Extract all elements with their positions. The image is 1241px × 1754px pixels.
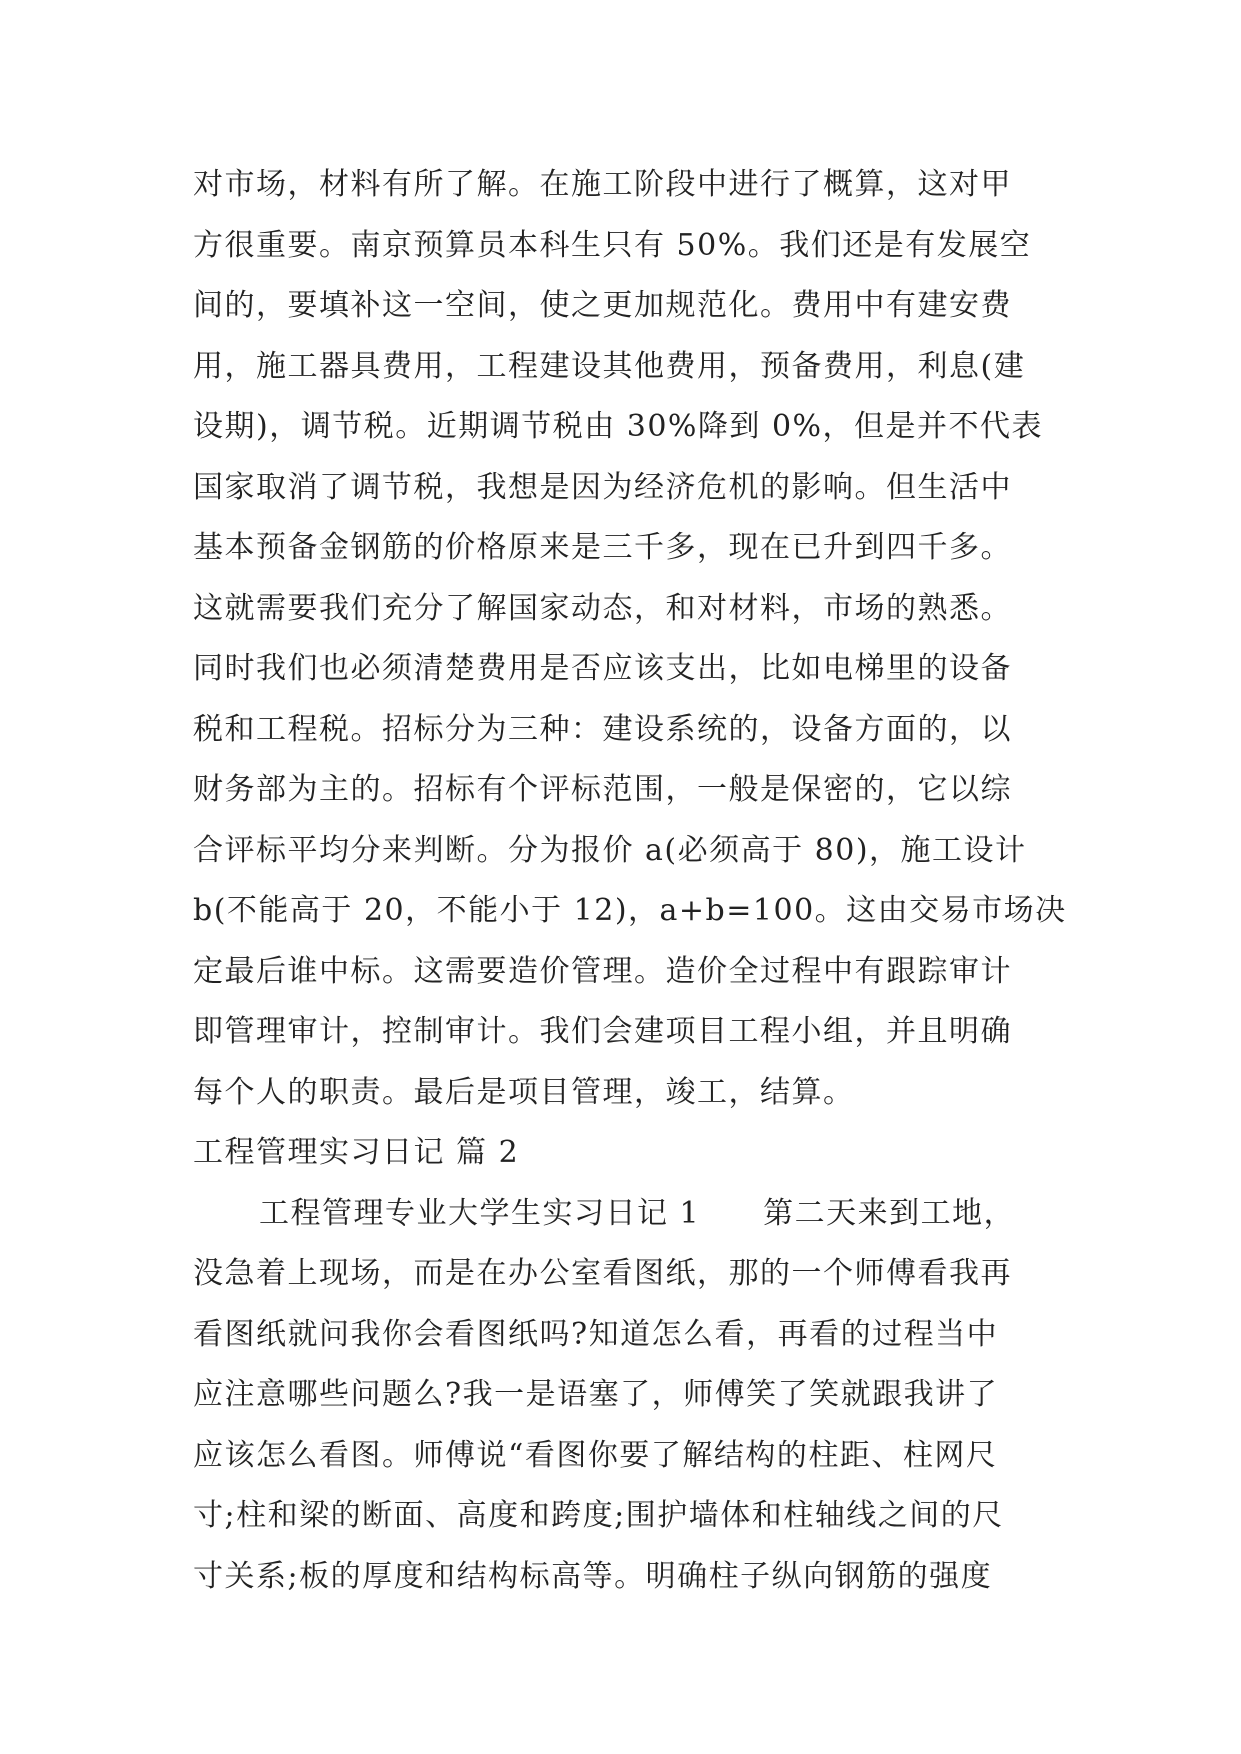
text-line: 应注意哪些问题么?我一是语塞了，师傅笑了笑就跟我讲了 — [193, 1377, 999, 1412]
text-line: 寸;柱和梁的断面、高度和跨度;围护墙体和柱轴线之间的尺 — [193, 1498, 1004, 1533]
text-line: 对市场，材料有所了解。在施工阶段中进行了概算，这对甲 — [193, 167, 1012, 202]
text-line: 同时我们也必须清楚费用是否应该支出，比如电梯里的设备 — [193, 651, 1012, 686]
text-line: 寸关系;板的厚度和结构标高等。明确柱子纵向钢筋的强度 — [193, 1558, 993, 1594]
text-line: 工程管理专业大学生实习日记 1 第二天来到工地， — [259, 1195, 1016, 1231]
text-line: 没急着上现场，而是在办公室看图纸，那的一个师傅看我再 — [193, 1256, 1012, 1291]
text-line: 税和工程税。招标分为三种：建设系统的，设备方面的，以 — [193, 711, 1012, 747]
body-text — [193, 155, 1073, 1607]
text-line: 定最后谁中标。这需要造价管理。造价全过程中有跟踪审计 — [193, 953, 1012, 989]
text-line: 用，施工器具费用，工程建设其他费用，预备费用，利息(建 — [193, 348, 1026, 384]
text-line: 合评标平均分来判断。分为报价 a(必须高于 80)，施工设计 — [193, 832, 1027, 868]
text-line: b(不能高于 20，不能小于 12)，a+b=100。这由交易市场决 — [193, 893, 1067, 928]
text-line: 设期)，调节税。近期调节税由 30%降到 0%，但是并不代表 — [193, 409, 1044, 444]
text-line: 每个人的职责。最后是项目管理，竣工，结算。 — [193, 1074, 855, 1110]
text-line: 间的，要填补这一空间，使之更加规范化。费用中有建安费 — [193, 288, 1012, 323]
text-line: 方很重要。南京预算员本科生只有 50%。我们还是有发展空 — [193, 227, 1032, 263]
text-line: 看图纸就问我你会看图纸吗?知道怎么看，再看的过程当中 — [193, 1316, 999, 1352]
text-line: 国家取消了调节税，我想是因为经济危机的影响。但生活中 — [193, 469, 1012, 505]
section-heading: 工程管理实习日记 篇 2 — [193, 1135, 520, 1170]
text-line: 财务部为主的。招标有个评标范围，一般是保密的，它以综 — [193, 772, 1012, 807]
text-line: 应该怎么看图。师傅说“看图你要了解结构的柱距、柱网尺 — [193, 1437, 998, 1473]
text-line: 基本预备金钢筋的价格原来是三千多，现在已升到四千多。 — [193, 530, 1012, 565]
text-line: 这就需要我们充分了解国家动态，和对材料，市场的熟悉。 — [193, 590, 1012, 626]
text-line: 即管理审计，控制审计。我们会建项目工程小组，并且明确 — [193, 1014, 1012, 1049]
